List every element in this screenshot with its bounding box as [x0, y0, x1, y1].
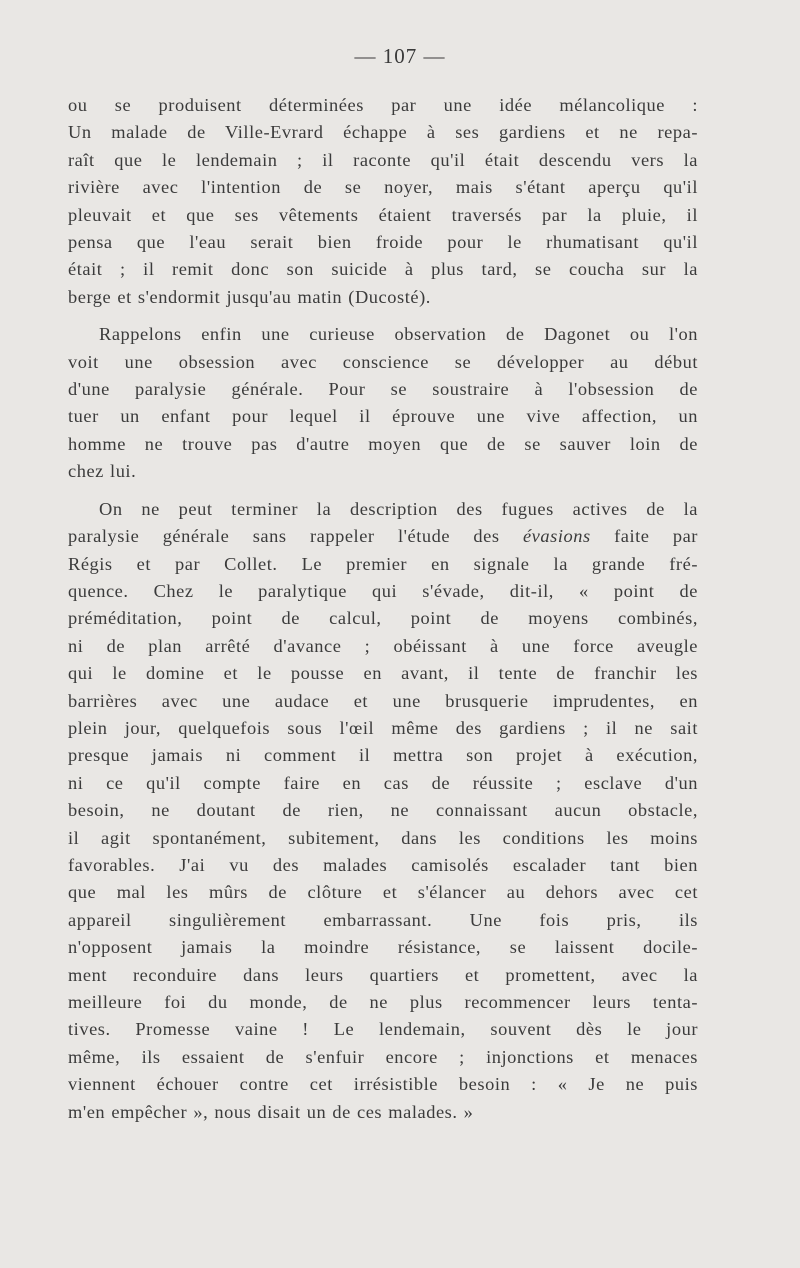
paragraph-3	[68, 496, 698, 1126]
text-line: Rappelons enfin une curieuse observation de Dagonet ou l'on	[99, 324, 698, 345]
text-line: tuer un enfant pour lequel il éprouve une vive affection, un	[68, 406, 698, 427]
text-line: meilleure foi du monde, de ne plus recommencer leurs tenta-	[68, 992, 698, 1012]
text-line: Un malade de Ville-Evrard échappe à ses gardiens et ne repa-	[68, 122, 698, 143]
text-line: viennent échouer contre cet irrésistible besoin : « Je ne puis	[68, 1074, 698, 1095]
text-line: appareil singulièrement embarrassant. Une fois pris, ils	[68, 909, 698, 930]
text-line: barrières avec une audace et une brusquerie imprudentes, en	[68, 690, 698, 711]
text-line: voit une obsession avec conscience se développer au début	[68, 351, 698, 372]
text-line: même, ils essaient de s'enfuir encore ; injonctions et menaces	[68, 1046, 698, 1067]
text-line-with-italic	[68, 523, 698, 550]
text-line: chez lui.	[68, 461, 137, 482]
text-line: berge et s'endormit jusqu'au matin (Ducosté).	[68, 286, 431, 307]
text-line: ment reconduire dans leurs quartiers et promettent, avec la	[68, 964, 698, 985]
text-line: plein jour, quelquefois sous l'œil même des gardiens ; il ne sait	[68, 717, 698, 738]
text-line: était ; il remit donc son suicide à plus tard, se coucha sur la	[68, 259, 698, 280]
text-line: préméditation, point de calcul, point de moyens combinés,	[68, 608, 698, 629]
paragraph-2	[68, 321, 698, 485]
page-number: — 107 —	[354, 44, 446, 68]
text-line: quence. Chez le paralytique qui s'évade, dit-il, « point de	[68, 580, 698, 601]
text-line: il agit spontanément, subitement, dans les conditions les moins	[68, 827, 698, 848]
text-line: Régis et par Collet. Le premier en signale la grande fré-	[68, 553, 698, 574]
text-line: homme ne trouve pas d'autre moyen que de se sauver loin de	[68, 433, 698, 454]
text-line: ni ce qu'il compte faire en cas de réussite ; esclave d'un	[68, 772, 698, 793]
text-line: d'une paralysie générale. Pour se soustraire à l'obsession de	[68, 379, 698, 400]
text-line: ou se produisent déterminées par une idée mélancolique :	[68, 95, 698, 115]
text-line: pensa que l'eau serait bien froide pour le rhumatisant qu'il	[68, 232, 698, 253]
text-line: n'opposent jamais la moindre résistance, se laissent docile-	[68, 937, 698, 958]
text-fragment: faite par	[590, 526, 698, 547]
text-line: qui le domine et le pousse en avant, il tente de franchir les	[68, 663, 698, 684]
text-line: pleuvait et que ses vêtements étaient traversés par la pluie, il	[68, 204, 698, 225]
text-line: tives. Promesse vaine ! Le lendemain, souvent dès le jour	[68, 1019, 698, 1040]
italic-word: évasions	[522, 526, 591, 547]
text-line: que mal les mûrs de clôture et s'élancer au dehors avec cet	[68, 882, 698, 903]
text-line: favorables. J'ai vu des malades camisolés escalader tant bien	[68, 854, 698, 875]
text-line: raît que le lendemain ; il raconte qu'il était descendu vers la	[68, 149, 698, 170]
text-line: rivière avec l'intention de se noyer, mais s'étant aperçu qu'il	[68, 177, 698, 198]
body-text	[68, 92, 698, 1126]
text-line: besoin, ne doutant de rien, ne connaissant aucun obstacle,	[68, 800, 698, 821]
paragraph-1	[68, 92, 698, 311]
text-line: m'en empêcher », nous disait un de ces malades. »	[68, 1101, 474, 1122]
text-line: presque jamais ni comment il mettra son projet à exécution,	[68, 745, 698, 766]
text-line: ni de plan arrêté d'avance ; obéissant à une force aveugle	[68, 635, 698, 656]
text-fragment: paralysie générale sans rappeler l'étude des	[68, 526, 523, 547]
text-line: On ne peut terminer la description des fugues actives de la	[99, 498, 698, 519]
